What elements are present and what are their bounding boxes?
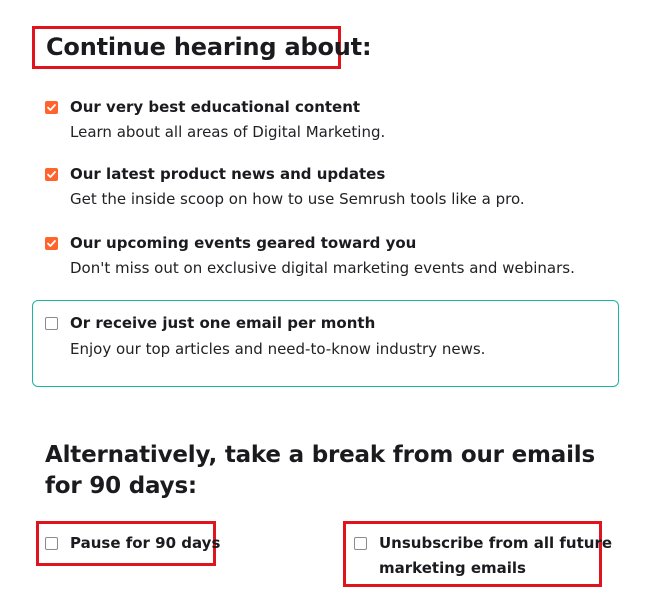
- educational-content-checkbox[interactable]: [45, 101, 58, 114]
- monthly-email-description: Enjoy our top articles and need-to-know industry news.: [70, 340, 486, 358]
- unsubscribe-highlight-box: [343, 521, 602, 587]
- checkmark-icon: [46, 238, 57, 249]
- monthly-email-title[interactable]: Or receive just one email per month: [70, 314, 376, 332]
- monthly-email-checkbox[interactable]: [45, 317, 58, 330]
- upcoming-events-checkbox[interactable]: [45, 237, 58, 250]
- unsubscribe-label-line2[interactable]: marketing emails: [379, 559, 526, 577]
- upcoming-events-description: Don't miss out on exclusive digital marketing events and webinars.: [70, 259, 575, 277]
- upcoming-events-title[interactable]: Our upcoming events geared toward you: [70, 234, 417, 252]
- educational-content-title[interactable]: Our very best educational content: [70, 98, 361, 116]
- checkmark-icon: [46, 169, 57, 180]
- pause-checkbox[interactable]: [45, 537, 58, 550]
- pause-label[interactable]: Pause for 90 days: [70, 534, 221, 552]
- educational-content-description: Learn about all areas of Digital Marketing.: [70, 123, 386, 141]
- product-news-checkbox[interactable]: [45, 168, 58, 181]
- checkmark-icon: [46, 102, 57, 113]
- product-news-description: Get the inside scoop on how to use Semrush tools like a pro.: [70, 190, 525, 208]
- page-title: Continue hearing about:: [46, 33, 372, 61]
- unsubscribe-checkbox[interactable]: [354, 537, 367, 550]
- product-news-title[interactable]: Our latest product news and updates: [70, 165, 386, 183]
- unsubscribe-label-line1[interactable]: Unsubscribe from all future: [379, 534, 613, 552]
- break-heading: Alternatively, take a break from our emails for 90 days:: [45, 442, 595, 499]
